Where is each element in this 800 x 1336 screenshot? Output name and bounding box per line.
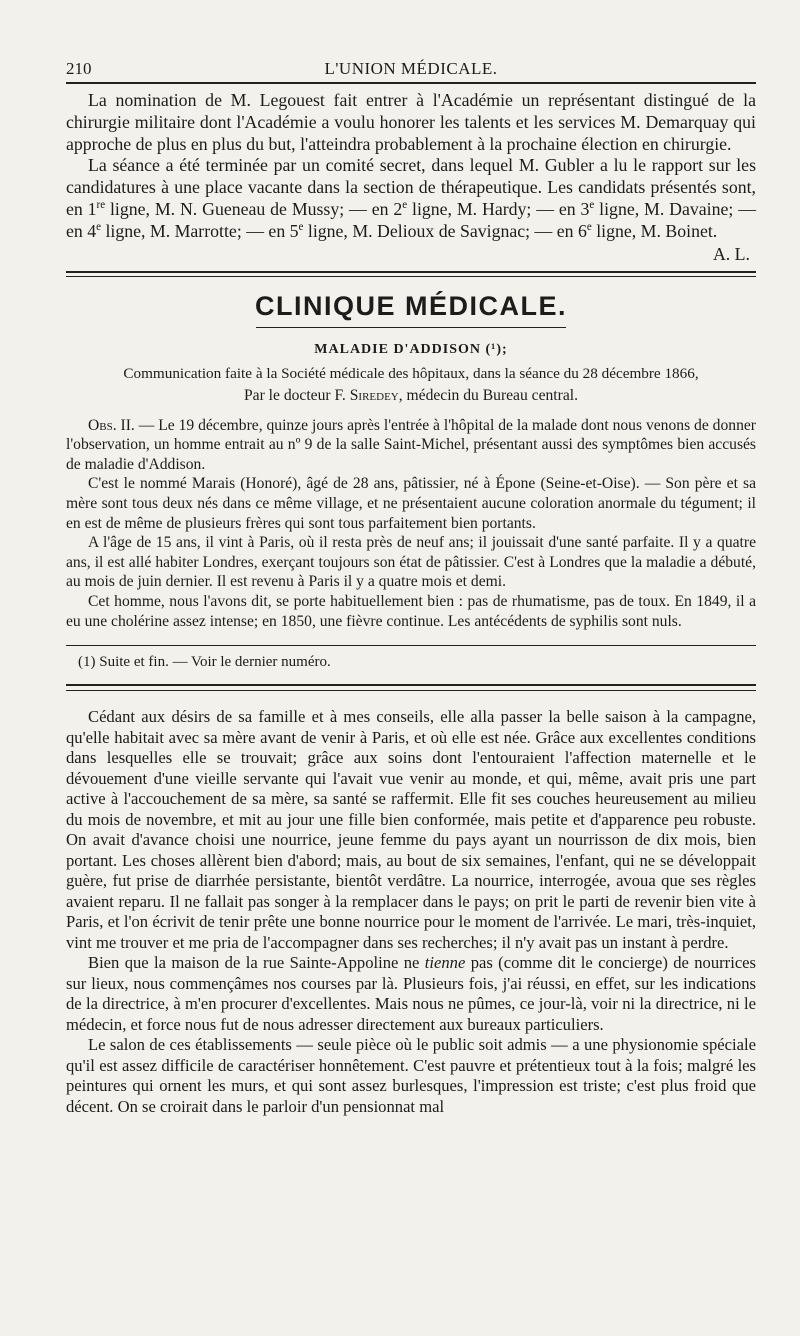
page bbox=[66, 52, 756, 1117]
communication-line: Communication faite à la Société médicale des hôpitaux, dans la séance du 28 décembre 1866, bbox=[123, 364, 699, 382]
section-title-rule bbox=[256, 327, 566, 328]
academy-paragraph-1: La nomination de M. Legouest fait entrer à l'Académie un représentant distingué de la chirurgie militaire dont l'Académie a voulu honorer les talents et les services M. Demarquay qui approche de plus en plus du but, l'atteindra probablement à la prochaine élection en chirurgie. bbox=[66, 90, 756, 154]
byline: Par le docteur F. Siredey, médecin du Bureau central. bbox=[244, 386, 578, 404]
clinique-paragraph-2: A l'âge de 15 ans, il vint à Paris, où il resta près de neuf ans; il jouissait d'une santé parfaite. Il y a quatre ans, il est allé habiter Londres, exerçant toujours son état de pâtissier. C'est à Londres que la maladie a débuté, au mois de juin dernier. Il est revenu à Paris il y a quatre mois et demi. bbox=[66, 534, 756, 591]
header-rule bbox=[66, 82, 756, 84]
page-number: 210 bbox=[66, 59, 92, 78]
feuilleton-paragraph-1: Cédant aux désirs de sa famille et à mes conseils, elle alla passer la belle saison à la campagne, qu'elle habitait avec sa mère avant de venir à Paris, et où elle est née. Grâce aux excellentes conditions dans lesquelles elle se trouvait; grâce aux soins dont l'entouraient l'affection maternelle et le dévouement d'une vieille servante qui l'avait vue venir au monde, et qui, même, avait pris une part active à l'accouchement de sa mère, sa santé se raffermit. Elle fit ses couches heureusement au milieu du mois de novembre, et mit au jour une fille bien conformée, mais petite et d'apparence peu robuste. On avait d'avance choisi une nourrice, jeune femme du pays ayant un nourrisson de dix mois, bien portant. Les choses allèrent bien d'abord; mais, au bout de six semaines, l'enfant, qui ne se développait guère, fut prise de diarrhée persistante, bientôt verdâtre. La nourrice, interrogée, avoua que ses règles avaient reparu. Il ne fallait pas songer à la remplacer dans le pays; on prit le parti de revenir bien vite à Paris, et l'on écrivit de tenir prête une bonne nourrice pour le moment de l'arrivée. Le mari, très-inquiet, vint me trouver et me pria de l'accompagner dans ses recherches; il n'y avait pas un instant à perdre. bbox=[66, 707, 756, 952]
journal-title: L'UNION MÉDICALE. bbox=[324, 59, 498, 78]
article-title: MALADIE D'ADDISON (¹); bbox=[314, 341, 508, 357]
clinique-body bbox=[66, 416, 756, 632]
observation-paragraph: Obs. II. — Le 19 décembre, quinze jours après l'entrée à l'hôpital de la malade dont nous venons de donner l'observation, un homme entrait au nº 9 de la salle Saint-Michel, présentant aussi des symptômes bien accusés de maladie d'Addison. bbox=[66, 416, 756, 473]
feuilleton bbox=[66, 707, 756, 1117]
academy-paragraph-2: La séance a été terminée par un comité secret, dans lequel M. Gubler a lu le rapport sur les candidatures à une place vacante dans la section de thérapeutique. Les candidats présentés sont, en 1re ligne, M. N. Gueneau de Mussy; — en 2e ligne, M. Hardy; — en 3e ligne, M. Davaine; — en 4e ligne, M. Marrotte; — en 5e ligne, M. Delioux de Savignac; — en 6e ligne, M. Boinet. bbox=[66, 155, 756, 241]
signature: A. L. bbox=[712, 243, 750, 264]
academy-report bbox=[66, 90, 756, 265]
feuilleton-paragraph-2: Bien que la maison de la rue Sainte-Appoline ne tienne pas (comme dit le concierge) de nourrices sur lieux, nous commençâmes nos courses par là. Plusieurs fois, j'ai réussi, en effet, sur les indications de la directrice, à m'en procurer d'excellentes. Mais nous ne pûmes, ce jour-là, voir ni la directrice, ni le médecin, et force nous fut de nous adresser directement aux bureaux particuliers. bbox=[66, 953, 757, 1034]
clinique-paragraph-1: C'est le nommé Marais (Honoré), âgé de 28 ans, pâtissier, né à Épone (Seine-et-Oise). — Son père et sa mère sont tous deux nés dans ce même village, et ne présentaient aucune coloration anormale du tégument; il en est de même de plusieurs frères qui sont tous parfaitement bien portants. bbox=[66, 475, 756, 532]
feuilleton-paragraph-3: Le salon de ces établissements — seule pièce où le public soit admis — a une physionomie spéciale qu'il est assez difficile de caractériser honnêtement. C'est pauvre et prétentieux tout à la fois; malgré les peintures qui ornent les murs, et qui sont assez burlesques, l'impression est triste; c'est plus froid que décent. On se croirait dans le parloir d'un pensionnat mal bbox=[66, 1035, 756, 1116]
feuilleton-divider bbox=[66, 684, 756, 691]
footnote: (1) Suite et fin. — Voir le dernier numéro. bbox=[78, 654, 331, 671]
observation-label: Obs. II. bbox=[88, 416, 135, 434]
running-head bbox=[66, 52, 756, 82]
section-divider bbox=[66, 271, 756, 277]
footnote-rule bbox=[66, 645, 756, 646]
clinique-paragraph-3: Cet homme, nous l'avons dit, se porte habituellement bien : pas de rhumatisme, pas de toux. En 1849, il a eu une cholérine assez intense; en 1850, une fièvre continue. Les antécédents de syphilis sont nuls. bbox=[66, 592, 756, 630]
section-title: CLINIQUE MÉDICALE. bbox=[254, 290, 567, 321]
